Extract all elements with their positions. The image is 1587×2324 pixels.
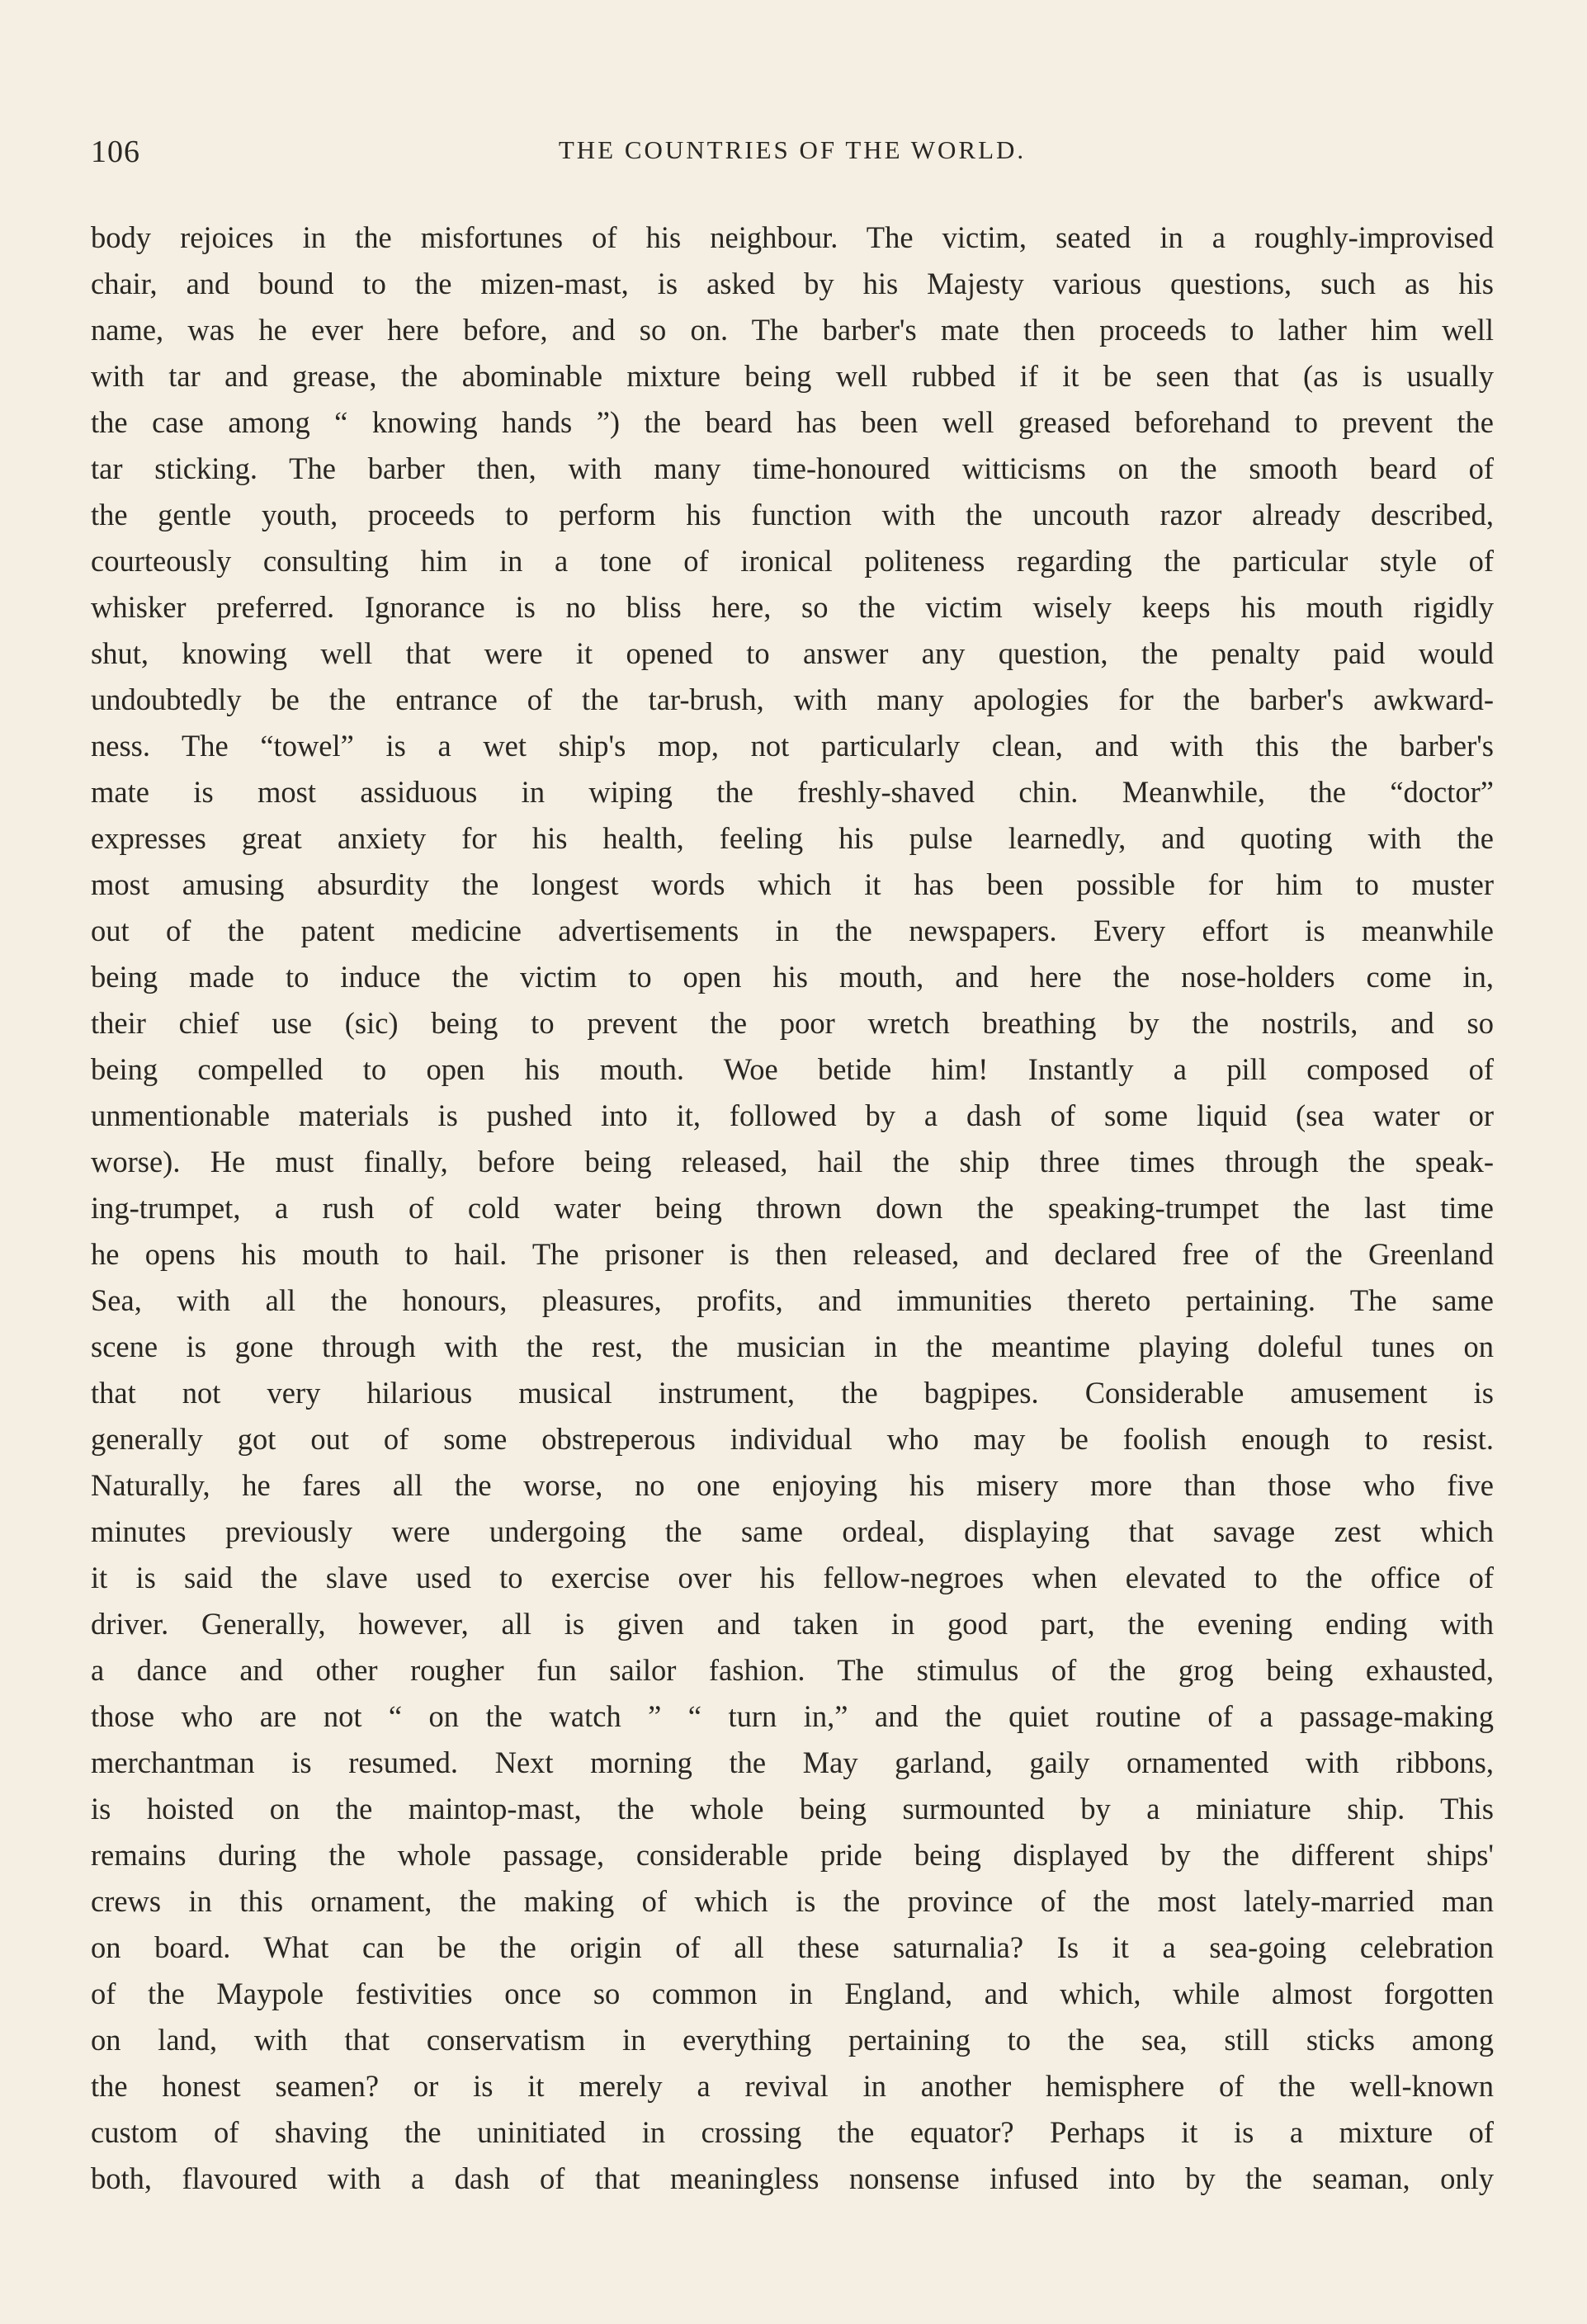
text-line: tar sticking. The barber then, with many time-honoured witticisms on the smooth beard of (91, 451, 1494, 485)
text-line: courteously consulting him in a tone of ironical politeness regarding the particular style of (91, 544, 1494, 578)
text-line: unmentionable materials is pushed into it, followed by a dash of some liquid (sea water or (91, 1098, 1494, 1132)
text-line: the honest seamen? or is it merely a revival in another hemisphere of the well-known (91, 2069, 1494, 2103)
body-text (91, 215, 1494, 2202)
running-title: THE COUNTRIES OF THE WORLD. (558, 135, 1027, 164)
text-line: the gentle youth, proceeds to perform his function with the uncouth razor already described, (91, 498, 1494, 531)
text-line: out of the patent medicine advertisements in the newspapers. Every effort is meanwhile (91, 914, 1494, 947)
text-line: being made to induce the victim to open his mouth, and here the nose-holders come in, (91, 960, 1494, 994)
text-line: generally got out of some obstreperous individual who may be foolish enough to resist. (91, 1422, 1494, 1456)
text-line: is hoisted on the maintop-mast, the whole being surmounted by a miniature ship. This (91, 1792, 1494, 1826)
text-line: scene is gone through with the rest, the musician in the meantime playing doleful tunes on (91, 1330, 1494, 1363)
text-line: remains during the whole passage, considerable pride being displayed by the different ships' (91, 1838, 1494, 1872)
text-line: chair, and bound to the mizen-mast, is asked by his Majesty various questions, such as his (91, 267, 1494, 300)
text-line: their chief use (sic) being to prevent the poor wretch breathing by the nostrils, and so (91, 1006, 1494, 1040)
text-line: shut, knowing well that were it opened to answer any question, the penalty paid would (91, 636, 1494, 670)
text-line: whisker preferred. Ignorance is no bliss here, so the victim wisely keeps his mouth rigidly (91, 590, 1494, 624)
text-line: of the Maypole festivities once so common in England, and which, while almost forgotten (91, 1977, 1494, 2010)
text-line: he opens his mouth to hail. The prisoner is then released, and declared free of the Greenland (91, 1237, 1494, 1271)
text-line: custom of shaving the uninitiated in crossing the equator? Perhaps it is a mixture of (91, 2115, 1494, 2149)
text-line: it is said the slave used to exercise over his fellow-negroes when elevated to the office of (91, 1561, 1494, 1594)
text-line: body rejoices in the misfortunes of his neighbour. The victim, seated in a roughly-improvised (91, 220, 1494, 254)
text-line: those who are not “ on the watch ” “ turn in,” and the quiet routine of a passage-making (91, 1699, 1494, 1733)
text-line: ness. The “towel” is a wet ship's mop, not particularly clean, and with this the barber's (91, 729, 1494, 763)
text-line: being compelled to open his mouth. Woe betide him! Instantly a pill composed of (91, 1052, 1494, 1086)
page-number: 106 (91, 135, 140, 169)
text-line: most amusing absurdity the longest words which it has been possible for him to muster (91, 867, 1494, 901)
text-line: undoubtedly be the entrance of the tar-brush, with many apologies for the barber's awkward- (91, 683, 1494, 716)
text-line: ing-trumpet, a rush of cold water being thrown down the speaking-trumpet the last time (91, 1191, 1494, 1225)
text-line: on board. What can be the origin of all these saturnalia? Is it a sea-going celebration (91, 1930, 1494, 1964)
text-line: both, flavoured with a dash of that meaningless nonsense infused into by the seaman, only (91, 2161, 1494, 2195)
text-line: mate is most assiduous in wiping the freshly-shaved chin. Meanwhile, the “doctor” (91, 775, 1494, 809)
text-line: worse). He must finally, before being released, hail the ship three times through the speak- (91, 1145, 1494, 1179)
text-line: merchantman is resumed. Next morning the May garland, gaily ornamented with ribbons, (91, 1745, 1494, 1779)
text-line: that not very hilarious musical instrument, the bagpipes. Considerable amusement is (91, 1376, 1494, 1410)
text-line: name, was he ever here before, and so on. The barber's mate then proceeds to lather him well (91, 313, 1494, 347)
text-line: expresses great anxiety for his health, feeling his pulse learnedly, and quoting with the (91, 821, 1494, 855)
text-line: with tar and grease, the abominable mixture being well rubbed if it be seen that (as is usually (91, 359, 1494, 393)
text-line: crews in this ornament, the making of which is the province of the most lately-married man (91, 1884, 1494, 1918)
text-line: Sea, with all the honours, pleasures, profits, and immunities thereto pertaining. The same (91, 1283, 1494, 1317)
text-line: Naturally, he fares all the worse, no one enjoying his misery more than those who five (91, 1468, 1494, 1502)
text-line: a dance and other rougher fun sailor fashion. The stimulus of the grog being exhausted, (91, 1653, 1494, 1687)
text-line: minutes previously were undergoing the same ordeal, displaying that savage zest which (91, 1514, 1494, 1548)
text-line: on land, with that conservatism in everything pertaining to the sea, still sticks among (91, 2023, 1494, 2057)
text-line: driver. Generally, however, all is given and taken in good part, the evening ending with (91, 1607, 1494, 1641)
running-head (91, 134, 1494, 170)
text-line: the case among “ knowing hands ”) the beard has been well greased beforehand to prevent the (91, 405, 1494, 439)
